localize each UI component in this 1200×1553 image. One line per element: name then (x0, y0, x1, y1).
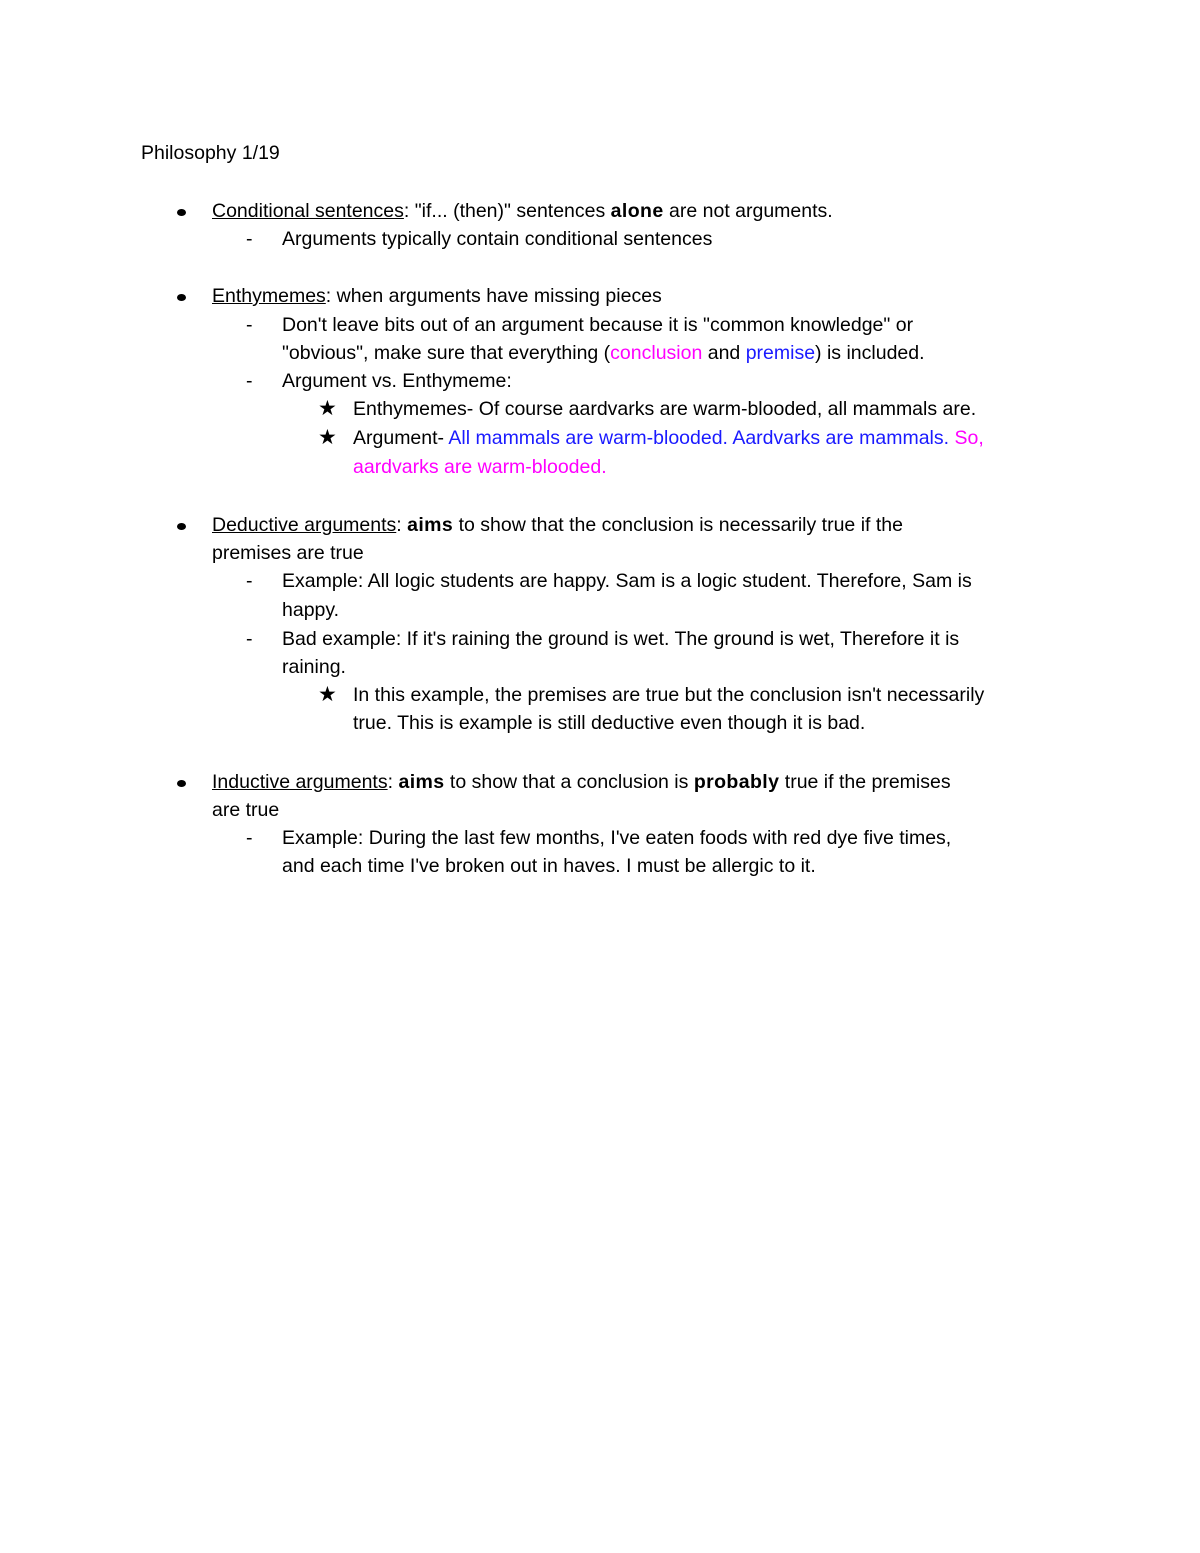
sub-point: Bad example: If it's raining the ground is wet. The ground is wet, Therefore it is (282, 628, 960, 650)
premise-word: premise (745, 342, 816, 364)
bullet-icon (177, 294, 186, 301)
dash-icon: - (246, 314, 253, 336)
sub-point: Argument vs. Enthymeme: (282, 370, 512, 392)
dash-icon: - (246, 570, 253, 592)
sub-point: Example: All logic students are happy. Sam is a logic student. Therefore, Sam is (282, 570, 972, 592)
dash-icon: - (246, 370, 253, 392)
page-title: Philosophy 1/19 (141, 142, 280, 164)
premises-text: All mammals are warm-blooded. Aardvarks are mammals. (448, 427, 950, 449)
bullet-icon (177, 523, 186, 530)
section-inductive-arguments: Inductive arguments: aims to show that a conclusion is probably true if the premises (212, 771, 951, 793)
sub-point: Don't leave bits out of an argument because it is "common knowledge" or (282, 314, 914, 336)
term-inductive-arguments: Inductive arguments (212, 771, 388, 793)
conclusion-word: conclusion (610, 342, 703, 364)
dash-icon: - (246, 228, 253, 250)
section-enthymemes: Enthymemes: when arguments have missing pieces (212, 285, 662, 307)
sub-point-continued: raining. (282, 656, 346, 678)
star-point: In this example, the premises are true but the conclusion isn't necessarily (353, 684, 985, 706)
bullet-icon (177, 780, 186, 787)
star-point: Argument- All mammals are warm-blooded. Aardvarks are mammals. So, (353, 427, 984, 449)
sub-point-continued: happy. (282, 599, 340, 621)
star-point: Enthymemes- Of course aardvarks are warm-blooded, all mammals are. (353, 398, 977, 420)
bullet-icon (177, 209, 186, 216)
sub-point-continued: and each time I've broken out in haves. I must be allergic to it. (282, 855, 816, 877)
star-icon: ★ (318, 683, 337, 706)
conclusion-text: So, (949, 427, 984, 449)
term-conditional-sentences: Conditional sentences (212, 200, 404, 222)
sub-point: Example: During the last few months, I've eaten foods with red dye five times, (282, 827, 952, 849)
term-deductive-arguments: Deductive arguments (212, 514, 397, 536)
sub-point-continued: "obvious", make sure that everything (conclusion and premise) is included. (282, 342, 925, 364)
term-enthymemes: Enthymemes (212, 285, 326, 307)
section-continued: are true (212, 799, 280, 821)
section-deductive-arguments: Deductive arguments: aims to show that the conclusion is necessarily true if the (212, 514, 903, 536)
dash-icon: - (246, 628, 253, 650)
star-icon: ★ (318, 426, 337, 449)
star-point-continued: true. This is example is still deductive even though it is bad. (353, 712, 866, 734)
conclusion-text-continued: aardvarks are warm-blooded. (353, 456, 607, 478)
sub-point: Arguments typically contain conditional sentences (282, 228, 713, 250)
dash-icon: - (246, 827, 253, 849)
star-icon: ★ (318, 397, 337, 420)
section-conditional-sentences: Conditional sentences: "if... (then)" sentences alone are not arguments. (212, 200, 833, 222)
section-continued: premises are true (212, 542, 364, 564)
